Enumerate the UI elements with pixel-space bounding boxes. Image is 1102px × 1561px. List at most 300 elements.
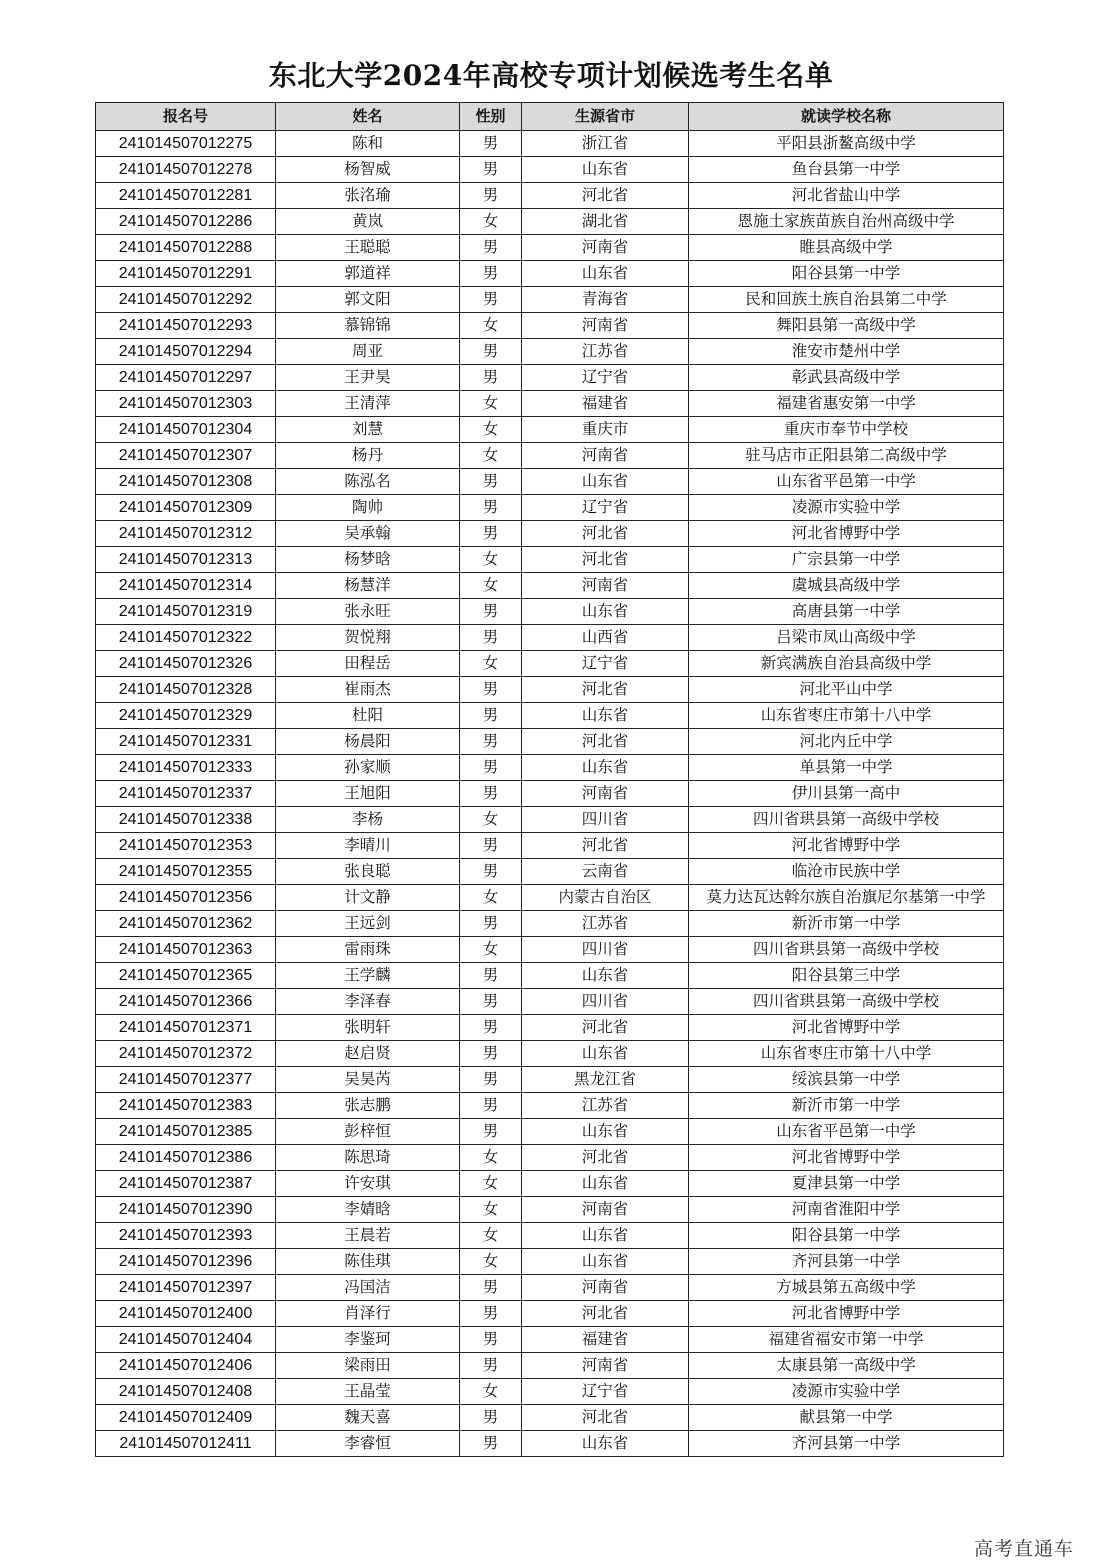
name-cell: 吴昊芮 [276,1067,460,1093]
table-row [96,1145,1004,1171]
registration-number-cell: 241014507012309 [96,495,276,521]
registration-number-cell: 241014507012390 [96,1197,276,1223]
gender-cell: 男 [460,1327,522,1353]
table-row [96,833,1004,859]
name-cell: 张洺瑜 [276,183,460,209]
gender-cell: 男 [460,833,522,859]
province-cell: 河北省 [522,1015,689,1041]
school-cell: 新宾满族自治县高级中学 [689,651,1004,677]
name-cell: 许安琪 [276,1171,460,1197]
gender-cell: 男 [460,625,522,651]
registration-number-cell: 241014507012365 [96,963,276,989]
registration-number-cell: 241014507012408 [96,1379,276,1405]
school-cell: 河北平山中学 [689,677,1004,703]
school-cell: 河北省盐山中学 [689,183,1004,209]
gender-cell: 男 [460,469,522,495]
school-cell: 绥滨县第一中学 [689,1067,1004,1093]
school-cell: 福建省惠安第一中学 [689,391,1004,417]
gender-cell: 女 [460,1223,522,1249]
gender-cell: 男 [460,261,522,287]
name-cell: 雷雨珠 [276,937,460,963]
table-row [96,1379,1004,1405]
school-cell: 彰武县高级中学 [689,365,1004,391]
gender-cell: 女 [460,547,522,573]
province-cell: 山东省 [522,261,689,287]
registration-number-cell: 241014507012328 [96,677,276,703]
registration-number-cell: 241014507012312 [96,521,276,547]
school-cell: 河北省博野中学 [689,833,1004,859]
gender-cell: 女 [460,651,522,677]
table-row [96,651,1004,677]
province-cell: 江苏省 [522,1093,689,1119]
registration-number-cell: 241014507012397 [96,1275,276,1301]
province-cell: 河南省 [522,1275,689,1301]
school-cell: 重庆市奉节中学校 [689,417,1004,443]
table-row [96,1275,1004,1301]
table-row [96,1197,1004,1223]
registration-number-cell: 241014507012387 [96,1171,276,1197]
school-cell: 舞阳县第一高级中学 [689,313,1004,339]
name-cell: 张志鹏 [276,1093,460,1119]
school-cell: 河北内丘中学 [689,729,1004,755]
school-cell: 山东省平邑第一中学 [689,1119,1004,1145]
gender-cell: 女 [460,209,522,235]
school-cell: 恩施土家族苗族自治州高级中学 [689,209,1004,235]
name-cell: 张永旺 [276,599,460,625]
registration-number-cell: 241014507012400 [96,1301,276,1327]
document-title: 东北大学2024年高校专项计划候选考生名单 [268,59,834,92]
gender-cell: 男 [460,339,522,365]
table-row [96,1093,1004,1119]
gender-cell: 女 [460,1379,522,1405]
province-cell: 河南省 [522,443,689,469]
registration-number-cell: 241014507012356 [96,885,276,911]
province-cell: 河南省 [522,1353,689,1379]
table-row [96,521,1004,547]
school-cell: 广宗县第一中学 [689,547,1004,573]
province-cell: 江苏省 [522,911,689,937]
province-cell: 河北省 [522,833,689,859]
table-row [96,1249,1004,1275]
province-cell: 青海省 [522,287,689,313]
table-row [96,1405,1004,1431]
province-cell: 四川省 [522,807,689,833]
gender-cell: 男 [460,859,522,885]
province-cell: 山东省 [522,599,689,625]
school-cell: 鱼台县第一中学 [689,157,1004,183]
registration-number-cell: 241014507012275 [96,131,276,157]
registration-number-cell: 241014507012286 [96,209,276,235]
name-cell: 张良聪 [276,859,460,885]
school-cell: 河南省淮阳中学 [689,1197,1004,1223]
registration-number-cell: 241014507012355 [96,859,276,885]
table-row [96,573,1004,599]
header-gender: 性别 [460,103,522,131]
registration-number-cell: 241014507012278 [96,157,276,183]
province-cell: 河北省 [522,1301,689,1327]
registration-number-cell: 241014507012338 [96,807,276,833]
table-row [96,209,1004,235]
table-row [96,1327,1004,1353]
table-row [96,1353,1004,1379]
school-cell: 虞城县高级中学 [689,573,1004,599]
gender-cell: 女 [460,1249,522,1275]
table-row [96,1067,1004,1093]
name-cell: 王远剑 [276,911,460,937]
province-cell: 四川省 [522,937,689,963]
table-row [96,599,1004,625]
name-cell: 魏天喜 [276,1405,460,1431]
province-cell: 浙江省 [522,131,689,157]
watermark-text: 高考直通车 [973,1538,1074,1560]
table-row [96,963,1004,989]
table-row [96,417,1004,443]
registration-number-cell: 241014507012293 [96,313,276,339]
school-cell: 方城县第五高级中学 [689,1275,1004,1301]
gender-cell: 女 [460,313,522,339]
school-cell: 山东省枣庄市第十八中学 [689,1041,1004,1067]
province-cell: 山东省 [522,157,689,183]
name-cell: 王尹昊 [276,365,460,391]
school-cell: 平阳县浙鳌高级中学 [689,131,1004,157]
gender-cell: 女 [460,443,522,469]
province-cell: 云南省 [522,859,689,885]
registration-number-cell: 241014507012396 [96,1249,276,1275]
gender-cell: 男 [460,677,522,703]
registration-number-cell: 241014507012371 [96,1015,276,1041]
province-cell: 河南省 [522,781,689,807]
name-cell: 王清萍 [276,391,460,417]
registration-number-cell: 241014507012337 [96,781,276,807]
school-cell: 齐河县第一中学 [689,1249,1004,1275]
school-cell: 吕梁市凤山高级中学 [689,625,1004,651]
gender-cell: 男 [460,989,522,1015]
name-cell: 田程岳 [276,651,460,677]
table-row [96,1431,1004,1457]
gender-cell: 女 [460,1171,522,1197]
gender-cell: 男 [460,495,522,521]
registration-number-cell: 241014507012292 [96,287,276,313]
table-row [96,339,1004,365]
name-cell: 陶帅 [276,495,460,521]
registration-number-cell: 241014507012393 [96,1223,276,1249]
school-cell: 福建省福安市第一中学 [689,1327,1004,1353]
province-cell: 山东省 [522,1249,689,1275]
school-cell: 新沂市第一中学 [689,1093,1004,1119]
registration-number-cell: 241014507012404 [96,1327,276,1353]
name-cell: 张明轩 [276,1015,460,1041]
registration-number-cell: 241014507012303 [96,391,276,417]
name-cell: 周亚 [276,339,460,365]
school-cell: 伊川县第一高中 [689,781,1004,807]
table-row [96,729,1004,755]
name-cell: 王旭阳 [276,781,460,807]
name-cell: 杨智威 [276,157,460,183]
province-cell: 河北省 [522,547,689,573]
name-cell: 王学麟 [276,963,460,989]
school-cell: 阳谷县第一中学 [689,1223,1004,1249]
table-row [96,1119,1004,1145]
header-school: 就读学校名称 [689,103,1004,131]
table-row [96,365,1004,391]
school-cell: 临沧市民族中学 [689,859,1004,885]
province-cell: 山东省 [522,469,689,495]
gender-cell: 男 [460,235,522,261]
table-row [96,235,1004,261]
gender-cell: 男 [460,599,522,625]
name-cell: 李婧晗 [276,1197,460,1223]
gender-cell: 男 [460,1275,522,1301]
registration-number-cell: 241014507012366 [96,989,276,1015]
header-province: 生源省市 [522,103,689,131]
province-cell: 内蒙古自治区 [522,885,689,911]
registration-number-cell: 241014507012304 [96,417,276,443]
province-cell: 河北省 [522,183,689,209]
gender-cell: 男 [460,1353,522,1379]
school-cell: 高唐县第一中学 [689,599,1004,625]
name-cell: 李泽春 [276,989,460,1015]
province-cell: 山东省 [522,703,689,729]
school-cell: 驻马店市正阳县第二高级中学 [689,443,1004,469]
school-cell: 新沂市第一中学 [689,911,1004,937]
school-cell: 四川省珙县第一高级中学校 [689,989,1004,1015]
gender-cell: 女 [460,885,522,911]
registration-number-cell: 241014507012307 [96,443,276,469]
name-cell: 王晶莹 [276,1379,460,1405]
gender-cell: 男 [460,521,522,547]
table-row [96,443,1004,469]
province-cell: 辽宁省 [522,1379,689,1405]
province-cell: 湖北省 [522,209,689,235]
name-cell: 贺悦翔 [276,625,460,651]
registration-number-cell: 241014507012411 [96,1431,276,1457]
table-row [96,495,1004,521]
name-cell: 杨丹 [276,443,460,469]
school-cell: 莫力达瓦达斡尔族自治旗尼尔基第一中学 [689,885,1004,911]
name-cell: 陈和 [276,131,460,157]
province-cell: 河北省 [522,1405,689,1431]
registration-number-cell: 241014507012386 [96,1145,276,1171]
province-cell: 福建省 [522,391,689,417]
name-cell: 冯国洁 [276,1275,460,1301]
table-row [96,911,1004,937]
registration-number-cell: 241014507012294 [96,339,276,365]
school-cell: 山东省平邑第一中学 [689,469,1004,495]
table-row [96,989,1004,1015]
school-cell: 四川省珙县第一高级中学校 [689,807,1004,833]
gender-cell: 男 [460,703,522,729]
name-cell: 李鉴珂 [276,1327,460,1353]
name-cell: 郭道祥 [276,261,460,287]
province-cell: 河南省 [522,235,689,261]
name-cell: 吴承翰 [276,521,460,547]
table-row [96,1301,1004,1327]
table-row [96,677,1004,703]
name-cell: 孙家顺 [276,755,460,781]
gender-cell: 男 [460,963,522,989]
gender-cell: 男 [460,183,522,209]
school-cell: 凌源市实验中学 [689,495,1004,521]
name-cell: 杨晨阳 [276,729,460,755]
registration-number-cell: 241014507012322 [96,625,276,651]
province-cell: 辽宁省 [522,365,689,391]
registration-number-cell: 241014507012329 [96,703,276,729]
province-cell: 江苏省 [522,339,689,365]
school-cell: 齐河县第一中学 [689,1431,1004,1457]
table-row [96,313,1004,339]
school-cell: 河北省博野中学 [689,1301,1004,1327]
province-cell: 河北省 [522,729,689,755]
candidate-table [95,102,1004,1457]
registration-number-cell: 241014507012385 [96,1119,276,1145]
name-cell: 刘慧 [276,417,460,443]
registration-number-cell: 241014507012363 [96,937,276,963]
school-cell: 阳谷县第一中学 [689,261,1004,287]
province-cell: 辽宁省 [522,651,689,677]
table-row [96,1041,1004,1067]
table-row [96,1015,1004,1041]
registration-number-cell: 241014507012383 [96,1093,276,1119]
registration-number-cell: 241014507012362 [96,911,276,937]
registration-number-cell: 241014507012281 [96,183,276,209]
name-cell: 杜阳 [276,703,460,729]
school-cell: 献县第一中学 [689,1405,1004,1431]
province-cell: 山东省 [522,1041,689,1067]
province-cell: 河北省 [522,521,689,547]
table-row [96,131,1004,157]
name-cell: 慕锦锦 [276,313,460,339]
school-cell: 凌源市实验中学 [689,1379,1004,1405]
province-cell: 河南省 [522,573,689,599]
registration-number-cell: 241014507012288 [96,235,276,261]
table-row [96,261,1004,287]
name-cell: 郭文阳 [276,287,460,313]
name-cell: 赵启贤 [276,1041,460,1067]
province-cell: 山东省 [522,1171,689,1197]
name-cell: 陈思琦 [276,1145,460,1171]
gender-cell: 男 [460,131,522,157]
registration-number-cell: 241014507012406 [96,1353,276,1379]
gender-cell: 男 [460,1301,522,1327]
table-row [96,885,1004,911]
name-cell: 彭梓恒 [276,1119,460,1145]
province-cell: 山东省 [522,1119,689,1145]
gender-cell: 男 [460,729,522,755]
school-cell: 睢县高级中学 [689,235,1004,261]
name-cell: 李杨 [276,807,460,833]
name-cell: 李晴川 [276,833,460,859]
school-cell: 河北省博野中学 [689,521,1004,547]
registration-number-cell: 241014507012353 [96,833,276,859]
school-cell: 太康县第一高级中学 [689,1353,1004,1379]
province-cell: 重庆市 [522,417,689,443]
header-registration-number: 报名号 [96,103,276,131]
table-row [96,1171,1004,1197]
registration-number-cell: 241014507012331 [96,729,276,755]
school-cell: 夏津县第一中学 [689,1171,1004,1197]
table-row [96,469,1004,495]
name-cell: 陈佳琪 [276,1249,460,1275]
registration-number-cell: 241014507012333 [96,755,276,781]
table-row [96,287,1004,313]
school-cell: 山东省枣庄市第十八中学 [689,703,1004,729]
name-cell: 计文静 [276,885,460,911]
gender-cell: 男 [460,1067,522,1093]
registration-number-cell: 241014507012319 [96,599,276,625]
school-cell: 四川省珙县第一高级中学校 [689,937,1004,963]
gender-cell: 男 [460,1431,522,1457]
province-cell: 四川省 [522,989,689,1015]
registration-number-cell: 241014507012409 [96,1405,276,1431]
table-row [96,703,1004,729]
name-cell: 李睿恒 [276,1431,460,1457]
school-cell: 淮安市楚州中学 [689,339,1004,365]
gender-cell: 男 [460,1405,522,1431]
table-header-row [96,103,1004,131]
gender-cell: 女 [460,937,522,963]
gender-cell: 女 [460,417,522,443]
province-cell: 辽宁省 [522,495,689,521]
registration-number-cell: 241014507012377 [96,1067,276,1093]
school-cell: 河北省博野中学 [689,1015,1004,1041]
registration-number-cell: 241014507012297 [96,365,276,391]
header-name: 姓名 [276,103,460,131]
registration-number-cell: 241014507012372 [96,1041,276,1067]
province-cell: 山东省 [522,755,689,781]
gender-cell: 男 [460,157,522,183]
gender-cell: 女 [460,1145,522,1171]
gender-cell: 男 [460,1093,522,1119]
name-cell: 崔雨杰 [276,677,460,703]
registration-number-cell: 241014507012313 [96,547,276,573]
table-row [96,937,1004,963]
registration-number-cell: 241014507012308 [96,469,276,495]
name-cell: 杨梦晗 [276,547,460,573]
province-cell: 山西省 [522,625,689,651]
table-row [96,807,1004,833]
gender-cell: 男 [460,911,522,937]
province-cell: 山东省 [522,963,689,989]
name-cell: 梁雨田 [276,1353,460,1379]
table-row [96,547,1004,573]
gender-cell: 男 [460,755,522,781]
gender-cell: 男 [460,1119,522,1145]
table-row [96,1223,1004,1249]
registration-number-cell: 241014507012291 [96,261,276,287]
province-cell: 黑龙江省 [522,1067,689,1093]
gender-cell: 男 [460,1041,522,1067]
province-cell: 河南省 [522,313,689,339]
gender-cell: 女 [460,573,522,599]
gender-cell: 男 [460,287,522,313]
gender-cell: 女 [460,1197,522,1223]
name-cell: 王晨若 [276,1223,460,1249]
registration-number-cell: 241014507012314 [96,573,276,599]
school-cell: 单县第一中学 [689,755,1004,781]
gender-cell: 女 [460,391,522,417]
name-cell: 王聪聪 [276,235,460,261]
school-cell: 阳谷县第三中学 [689,963,1004,989]
table-row [96,625,1004,651]
table-row [96,781,1004,807]
gender-cell: 男 [460,365,522,391]
gender-cell: 男 [460,781,522,807]
province-cell: 河北省 [522,1145,689,1171]
name-cell: 杨慧洋 [276,573,460,599]
table-row [96,391,1004,417]
province-cell: 河南省 [522,1197,689,1223]
name-cell: 肖泽行 [276,1301,460,1327]
